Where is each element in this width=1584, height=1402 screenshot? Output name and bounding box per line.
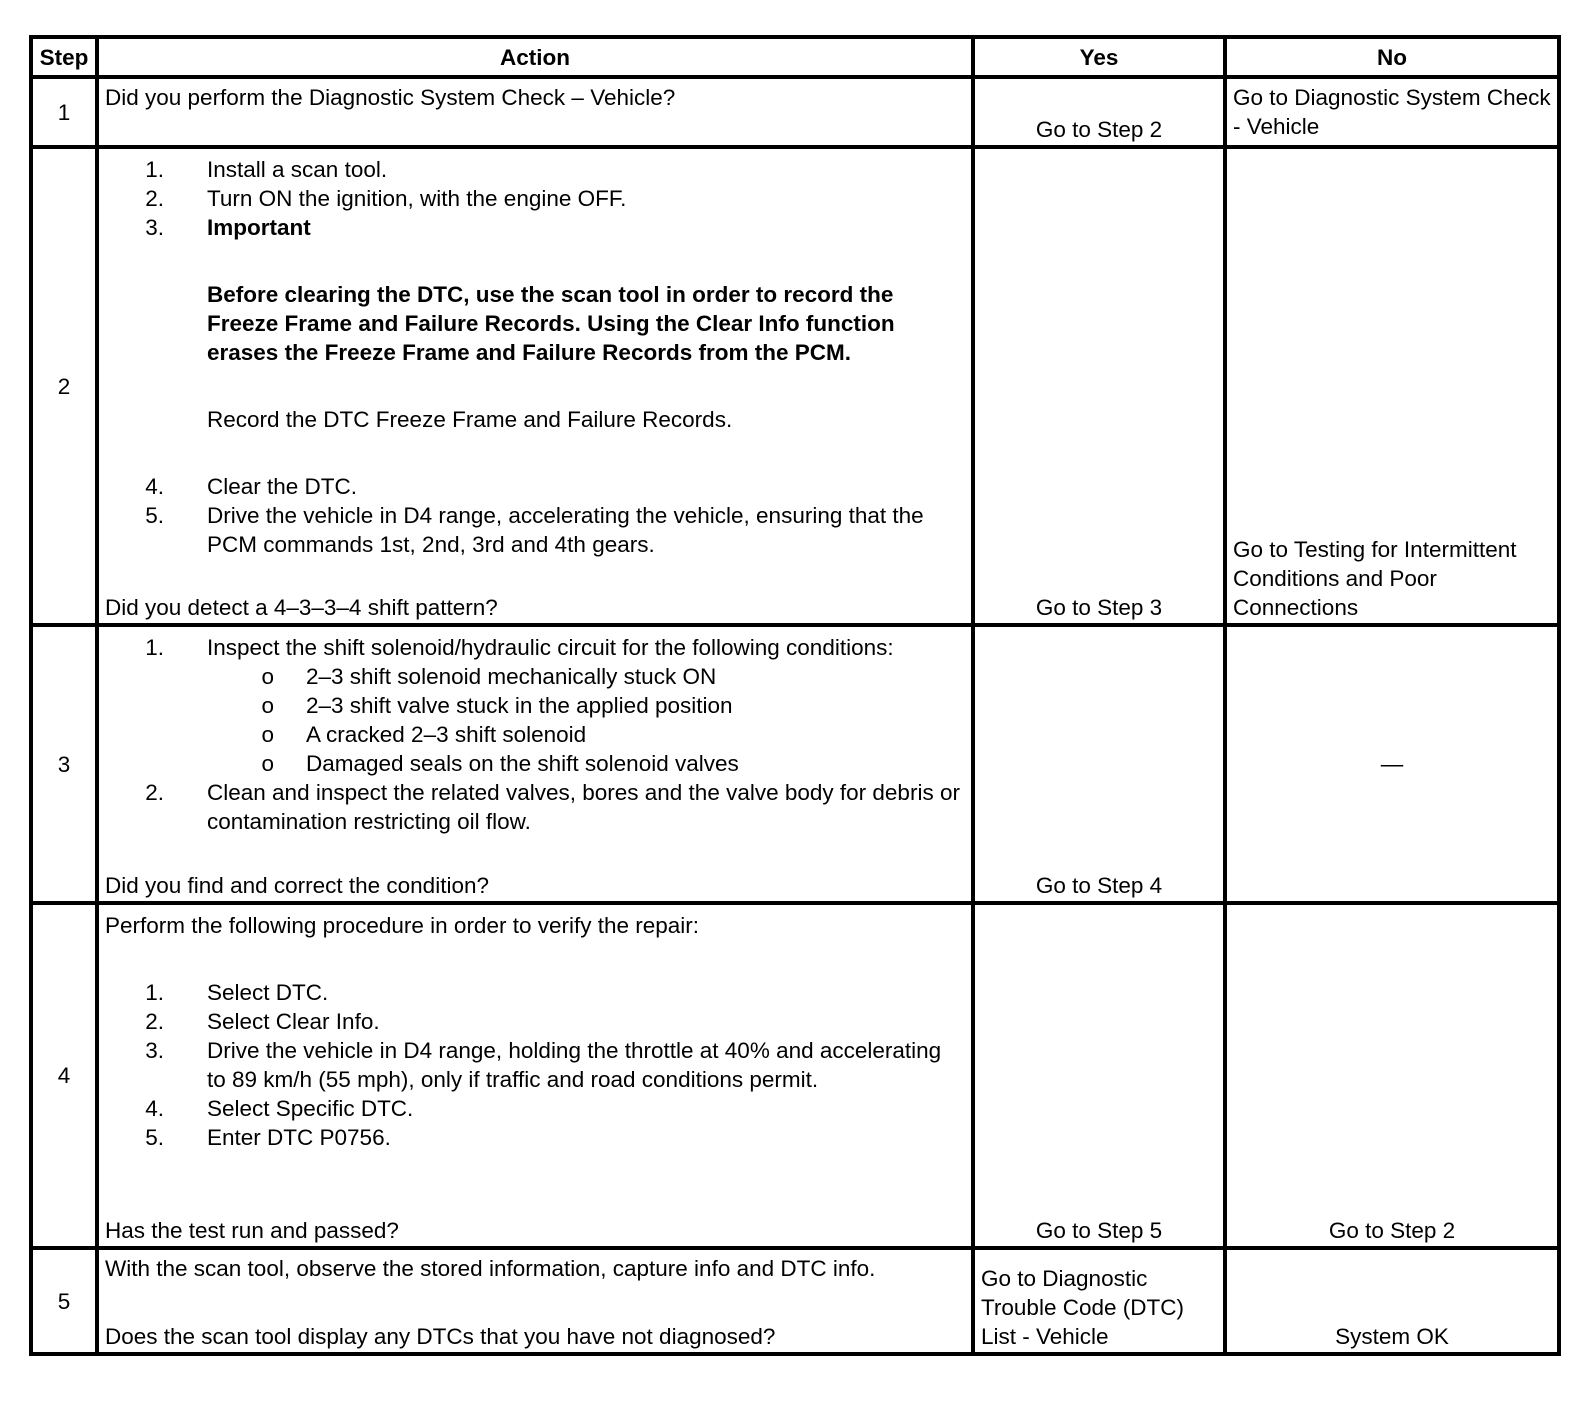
no-result: Go to Diagnostic System Check - Vehicle xyxy=(1233,85,1551,139)
list-item xyxy=(105,184,965,213)
no-cell xyxy=(1225,77,1559,147)
action-cell xyxy=(97,625,973,903)
list-item xyxy=(105,1123,965,1152)
no-result: Go to Testing for Intermittent Conditions and Poor Connections xyxy=(1233,537,1517,620)
bullet-mark: o xyxy=(261,664,274,689)
bullet-mark: o xyxy=(261,751,274,776)
list-item xyxy=(105,978,965,1007)
bullet-text: 2–3 shift valve stuck in the applied position xyxy=(306,693,733,718)
yes-cell xyxy=(973,147,1225,625)
action-cell xyxy=(97,1248,973,1354)
step-question: Did you find and correct the condition? xyxy=(105,873,489,898)
action-cell xyxy=(97,147,973,625)
item-text: Clean and inspect the related valves, bores and the valve body for debris or contamination restricting oil flow. xyxy=(207,780,960,834)
bullet-item xyxy=(105,662,965,691)
item-text: Turn ON the ignition, with the engine OFF. xyxy=(207,186,627,211)
yes-result: Go to Diagnostic Trouble Code (DTC) List - Vehicle xyxy=(981,1266,1184,1349)
bullet-mark: o xyxy=(261,693,274,718)
yes-result: Go to Step 4 xyxy=(1035,873,1163,898)
yes-cell xyxy=(973,625,1225,903)
step-question: Does the scan tool display any DTCs that you have not diagnosed? xyxy=(105,1324,776,1349)
action-cell xyxy=(97,903,973,1248)
list-item xyxy=(105,472,965,501)
item-number: 1. xyxy=(145,157,164,182)
bullet-mark: o xyxy=(261,722,274,747)
bullet-text: A cracked 2–3 shift solenoid xyxy=(306,722,587,747)
diagnostic-table xyxy=(29,35,1561,1356)
item-number: 5. xyxy=(145,1125,164,1150)
bullet-text: Damaged seals on the shift solenoid valves xyxy=(306,751,739,776)
yes-result: Go to Step 3 xyxy=(1035,595,1163,620)
item-text: Select Specific DTC. xyxy=(207,1096,414,1121)
item-number: 1. xyxy=(145,635,164,660)
item-number: 4. xyxy=(145,1096,164,1121)
header-row xyxy=(31,37,1559,77)
table-row xyxy=(31,147,1559,625)
list-item xyxy=(105,1007,965,1036)
step-number: 5 xyxy=(31,1248,97,1354)
yes-cell xyxy=(973,903,1225,1248)
item-number: 4. xyxy=(145,474,164,499)
item-number: 3. xyxy=(145,1038,164,1063)
yes-cell xyxy=(973,77,1225,147)
bullet-item xyxy=(105,749,965,778)
record-note: Record the DTC Freeze Frame and Failure Records. xyxy=(207,407,733,432)
table-row xyxy=(31,77,1559,147)
no-result: System OK xyxy=(1335,1324,1449,1349)
item-text: Enter DTC P0756. xyxy=(207,1125,391,1150)
no-cell xyxy=(1225,1248,1559,1354)
table-row xyxy=(31,903,1559,1248)
no-cell xyxy=(1225,147,1559,625)
list-item xyxy=(105,155,965,184)
bullet-item xyxy=(105,720,965,749)
list-item xyxy=(105,778,965,836)
action-text: Did you perform the Diagnostic System Check – Vehicle? xyxy=(105,85,676,110)
item-number: 1. xyxy=(145,980,164,1005)
header-yes: Yes xyxy=(973,37,1225,77)
step-number: 1 xyxy=(31,77,97,147)
item-number: 3. xyxy=(145,215,164,240)
step-number: 4 xyxy=(31,903,97,1248)
item-number: 2. xyxy=(145,186,164,211)
action-cell xyxy=(97,77,973,147)
bullet-text: 2–3 shift solenoid mechanically stuck ON xyxy=(306,664,717,689)
list-item xyxy=(105,633,965,662)
no-cell xyxy=(1225,625,1559,903)
yes-result: Go to Step 5 xyxy=(1035,1218,1163,1243)
list-item xyxy=(105,1094,965,1123)
list-item xyxy=(105,501,965,559)
table-row xyxy=(31,625,1559,903)
header-no: No xyxy=(1225,37,1559,77)
yes-result: Go to Step 2 xyxy=(1035,117,1163,142)
header-step: Step xyxy=(31,37,97,77)
table-row xyxy=(31,1248,1559,1354)
item-text: Select DTC. xyxy=(207,980,329,1005)
bullet-item xyxy=(105,691,965,720)
step-question: Has the test run and passed? xyxy=(105,1218,399,1243)
no-result: Go to Step 2 xyxy=(1328,1218,1456,1243)
item-text: Drive the vehicle in D4 range, holding the throttle at 40% and accelerating to 89 km/h (55 mph), only if traffic and road conditions permit. xyxy=(207,1038,942,1092)
item-number: 2. xyxy=(145,1009,164,1034)
important-label: Important xyxy=(207,215,311,240)
item-number: 2. xyxy=(145,780,164,805)
header-action: Action xyxy=(97,37,973,77)
yes-cell xyxy=(973,1248,1225,1354)
item-text: Select Clear Info. xyxy=(207,1009,380,1034)
no-cell xyxy=(1225,903,1559,1248)
step-question: Did you detect a 4–3–3–4 shift pattern? xyxy=(105,595,498,620)
item-text: Clear the DTC. xyxy=(207,474,358,499)
list-item xyxy=(105,1036,965,1094)
step-intro: Perform the following procedure in order to verify the repair: xyxy=(105,913,700,938)
step-number: 3 xyxy=(31,625,97,903)
item-text: Inspect the shift solenoid/hydraulic circuit for the following conditions: xyxy=(207,635,894,660)
step-number: 2 xyxy=(31,147,97,625)
item-number: 5. xyxy=(145,503,164,528)
no-result: — xyxy=(1380,751,1404,777)
item-text: Drive the vehicle in D4 range, accelerating the vehicle, ensuring that the PCM commands 1st, 2nd, 3rd and 4th gears. xyxy=(207,503,924,557)
step-intro: With the scan tool, observe the stored information, capture info and DTC info. xyxy=(105,1256,876,1281)
list-item xyxy=(105,213,965,242)
item-text: Install a scan tool. xyxy=(207,157,388,182)
important-note: Before clearing the DTC, use the scan tool in order to record the Freeze Frame and Failure Records. Using the Clear Info function erases the Freeze Frame and Failure Records from the PCM. xyxy=(207,282,895,365)
